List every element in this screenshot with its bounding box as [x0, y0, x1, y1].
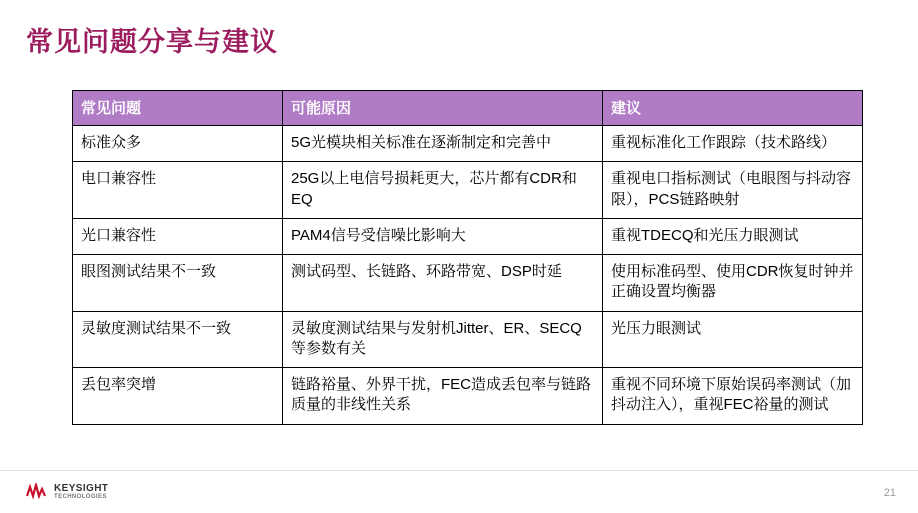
table-row — [73, 255, 863, 312]
logo-brand-name: KEYSIGHT — [54, 482, 109, 494]
table-row — [73, 126, 863, 162]
page-number: 21 — [883, 487, 896, 499]
keysight-wave-icon — [26, 483, 48, 501]
column-header-issue: 常见问题 — [73, 91, 283, 126]
issues-table — [72, 90, 863, 425]
cell-cause: 25G以上电信号损耗更大，芯片都有CDR和EQ — [283, 162, 603, 219]
cell-issue: 光口兼容性 — [73, 218, 283, 254]
cell-advice: 使用标准码型、使用CDR恢复时钟并正确设置均衡器 — [603, 255, 863, 312]
cell-cause: 5G光模块相关标准在逐渐制定和完善中 — [283, 126, 603, 162]
table-row — [73, 162, 863, 219]
keysight-logo — [26, 483, 108, 501]
cell-cause: 测试码型、长链路、环路带宽、DSP时延 — [283, 255, 603, 312]
footer-divider — [0, 470, 918, 471]
logo-brand-sub: TECHNOLOGIES — [54, 494, 107, 501]
table-row — [73, 368, 863, 425]
cell-issue: 眼图测试结果不一致 — [73, 255, 283, 312]
cell-advice: 重视不同环境下原始误码率测试（加抖动注入），重视FEC裕量的测试 — [603, 368, 863, 425]
cell-advice: 重视电口指标测试（电眼图与抖动容限），PCS链路映射 — [603, 162, 863, 219]
cell-issue: 电口兼容性 — [73, 162, 283, 219]
column-header-cause: 可能原因 — [283, 91, 603, 126]
issues-table-container — [72, 90, 862, 425]
page-title: 常见问题分享与建议 — [26, 27, 278, 57]
column-header-advice: 建议 — [603, 91, 863, 126]
cell-advice: 重视标准化工作跟踪（技术路线） — [603, 126, 863, 162]
table-header-row — [73, 91, 863, 126]
cell-advice: 光压力眼测试 — [603, 311, 863, 368]
cell-issue: 标准众多 — [73, 126, 283, 162]
cell-cause: PAM4信号受信噪比影响大 — [283, 218, 603, 254]
cell-cause: 灵敏度测试结果与发射机Jitter、ER、SECQ等参数有关 — [283, 311, 603, 368]
table-row — [73, 311, 863, 368]
cell-issue: 灵敏度测试结果不一致 — [73, 311, 283, 368]
cell-issue: 丢包率突增 — [73, 368, 283, 425]
table-row — [73, 218, 863, 254]
cell-advice: 重视TDECQ和光压力眼测试 — [603, 218, 863, 254]
slide-left-margin — [0, 0, 10, 513]
cell-cause: 链路裕量、外界干扰，FEC造成丢包率与链路质量的非线性关系 — [283, 368, 603, 425]
